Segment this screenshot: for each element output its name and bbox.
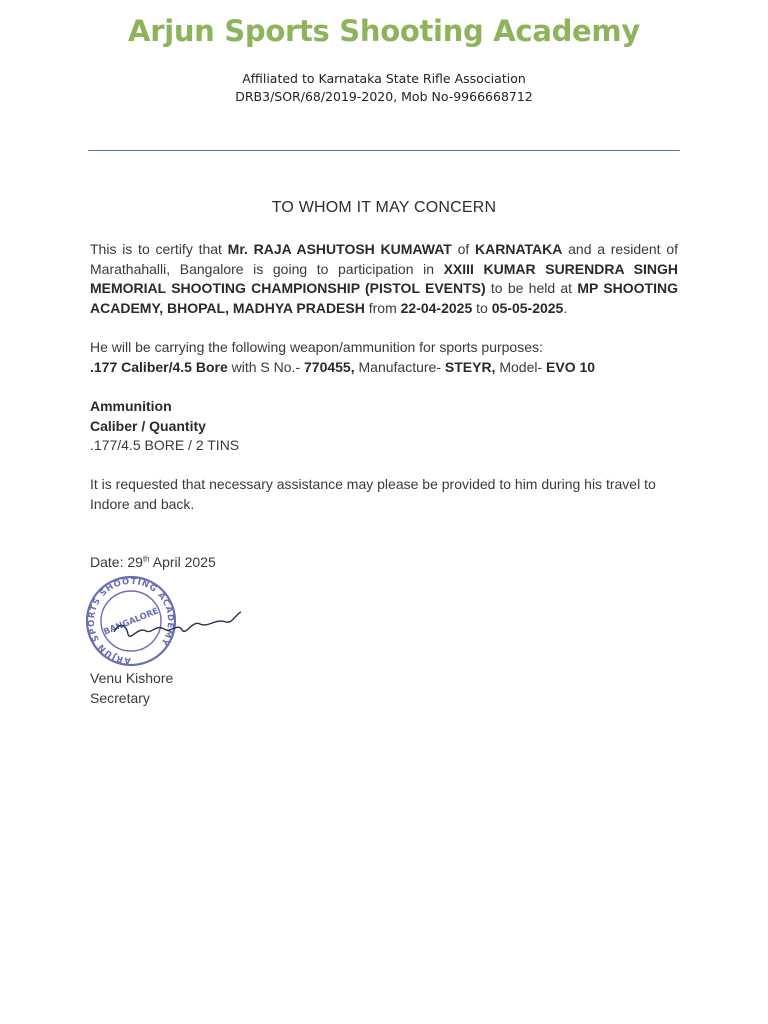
ammunition-subheading: Caliber / Quantity <box>90 418 206 434</box>
signatory-designation: Secretary <box>90 690 150 706</box>
header-divider <box>88 150 680 151</box>
academy-title: Arjun Sports Shooting Academy <box>128 14 640 48</box>
weapon-intro: He will be carrying the following weapon/ammunition for sports purposes: <box>90 339 543 355</box>
weapon-manufacturer: STEYR, <box>444 359 496 375</box>
weapon-model: EVO 10 <box>546 359 596 375</box>
weapon-caliber: .177 Caliber/4.5 Bore <box>90 359 228 375</box>
letter-heading: TO WHOM IT MAY CONCERN <box>271 199 497 216</box>
weapon-details: .177 Caliber/4.5 Bore with S No.- 770455, Manufacture- STEYR, Model- EVO 10 <box>90 359 596 375</box>
signatory-name: Venu Kishore <box>90 670 174 686</box>
academy-seal <box>86 574 256 674</box>
seal-ring-text: ARJUN SPORTS SHOOTING ACADEMY <box>86 576 176 666</box>
from-date: 22-04-2025 <box>400 299 473 316</box>
letter-date: Date: 29th April 2025 <box>90 554 216 570</box>
venue-name: MP SHOOTING ACADEMY, BHOPAL, MADHYA PRADESH <box>90 280 678 316</box>
certify-paragraph: This is to certify that Mr. RAJA ASHUTOSH KUMAWAT of KARNATAKA and a resident of Marathahalli, Bangalore is going to participation in XXIII KUMAR SURENDRA SINGH MEMORIAL SHOOTING CHAMPIONSHIP (PISTOL EVENTS) to be held at MP SHOOTING ACADEMY, BHOPAL, MADHYA PRADESH from 22-04-2025 to 05-05-2025. <box>90 241 678 316</box>
to-date: 05-05-2025 <box>491 299 564 316</box>
affiliation-line: Affiliated to Karnataka State Rifle Association <box>242 71 526 86</box>
event-name: XXIII KUMAR SURENDRA SINGH MEMORIAL SHOOTING CHAMPIONSHIP (PISTOL EVENTS) <box>90 260 678 297</box>
ammunition-heading: Ammunition <box>90 398 172 414</box>
registration-line: DRB3/SOR/68/2019-2020, Mob No-9966668712 <box>235 89 533 104</box>
ammunition-value: .177/4.5 BORE / 2 TINS <box>90 437 240 453</box>
person-name: Mr. RAJA ASHUTOSH KUMAWAT <box>227 241 452 257</box>
state-name: KARNATAKA <box>475 241 563 257</box>
seal-center-text: BANGALORE <box>102 606 161 638</box>
weapon-serial: 770455, <box>304 359 355 375</box>
request-paragraph: It is requested that necessary assistance may please be provided to him during his travel to Indore and back. <box>90 476 656 512</box>
